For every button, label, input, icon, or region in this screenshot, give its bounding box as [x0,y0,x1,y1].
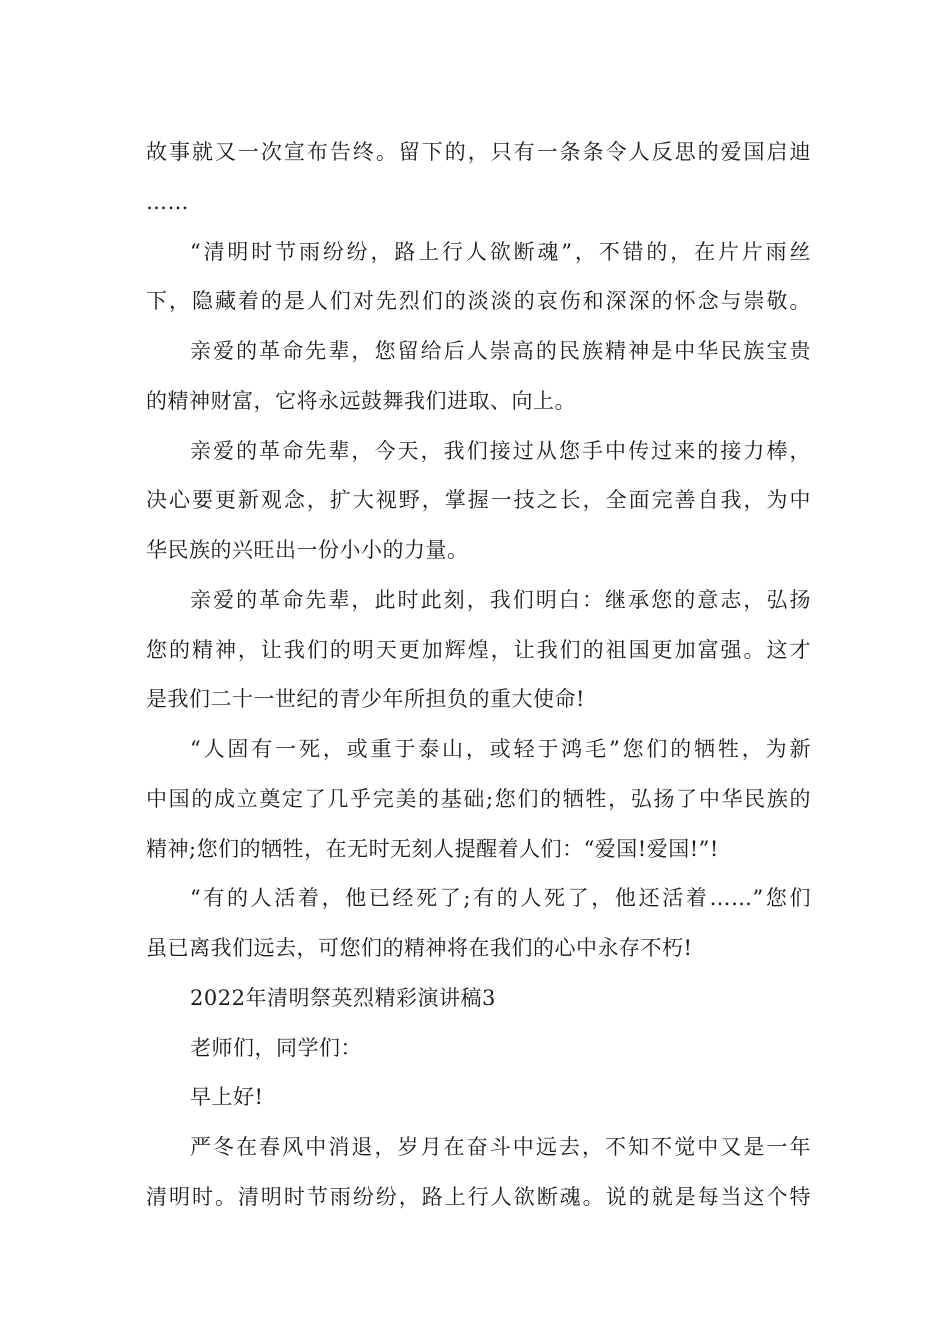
text-line: 中国的成立奠定了几乎完美的基础;您们的牺牲，弘扬了中华民族的 [146,787,811,811]
text-line: 下，隐藏着的是人们对先烈们的淡淡的哀伤和深深的怀念与崇敬。 [146,289,811,313]
text-line: 决心要更新观念，扩大视野，掌握一技之长，全面完善自我，为中 [146,488,811,512]
text-line: “清明时节雨纷纷，路上行人欲断魂”，不错的，在片片雨丝 [190,240,811,264]
text-line: 亲爱的革命先辈，今天，我们接过从您手中传过来的接力棒， [190,439,811,463]
text-line: 故事就又一次宣布告终。留下的，只有一条条令人反思的爱国启迪 [146,140,811,164]
text-line: 清明时。清明时节雨纷纷，路上行人欲断魂。说的就是每当这个特 [146,1185,811,1209]
text-line: …… [146,190,189,214]
text-line: “人固有一死，或重于泰山，或轻于鸿毛”您们的牺牲，为新 [190,737,811,761]
text-line: 亲爱的革命先辈，您留给后人崇高的民族精神是中华民族宝贵 [190,339,811,363]
text-line: 华民族的兴旺出一份小小的力量。 [146,538,469,562]
text-line: 您的精神，让我们的明天更加辉煌，让我们的祖国更加富强。这才 [146,638,811,662]
text-line: 亲爱的革命先辈，此时此刻，我们明白：继承您的意志，弘扬 [190,588,811,612]
text-line: 的精神财富，它将永远鼓舞我们进取、向上。 [146,389,576,413]
text-line: “有的人活着，他已经死了;有的人死了，他还活着……”您们 [190,886,811,910]
text-line: 精神;您们的牺牲，在无时无刻人提醒着人们：“爱国!爱国!”! [146,837,719,861]
greeting: 早上好! [190,1085,264,1109]
text-line: 是我们二十一世纪的青少年所担负的重大使命! [146,687,585,711]
text-line: 虽已离我们远去，可您们的精神将在我们的心中永存不朽! [146,936,693,960]
salutation: 老师们，同学们： [190,1036,362,1060]
section-heading: 2022年清明祭英烈精彩演讲稿3 [190,986,496,1010]
text-line: 严冬在春风中消退，岁月在奋斗中远去，不知不觉中又是一年 [190,1135,811,1159]
